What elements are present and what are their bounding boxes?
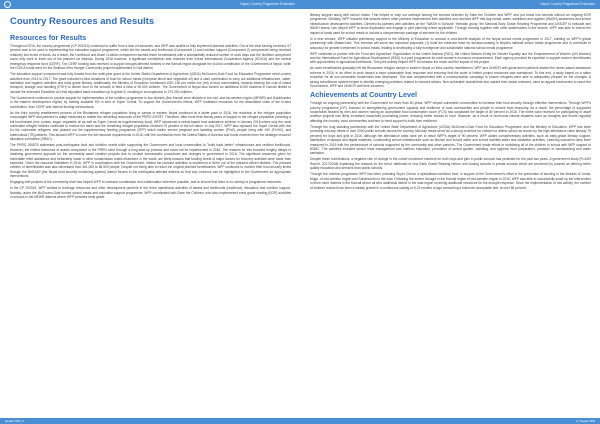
paragraph: Through an ongoing partnership with the Government for more than 50 years, WFP helped vulnerable communities to increase their food security through effective interventions. Through WFP's country programme (CP), focused on strengthening government capacity and resilience of rural communities and people to endure food insecurity. As a result, the percentage of supported households headed by men and women having an acceptable food consumption score (FCS) has surpassed the target of 80 percent in 2016. The entire cash received for participating in asset creation projects has likely increased household purchasing power, ensuring better access to food. However, as a result of numerous natural disasters such as droughts and floods regularly affecting the country, most communities continue to need support to build their resilience.: [310, 101, 591, 123]
paragraph: In a new venture, WFP initiated preliminary support to the Ministry of Education to conduct a cost-benefit analysis of the Nepal school meals programme in 2017, building on WFP's global partnership with MasterCard. This exercise will serve two important purposes; (1) build the evidence base for decision-making in Nepal's national school meals programme and ii) contribute to advocacy for greater investment in school meals, leading to developing a fully homegrown and sustainable national school meals programme.: [310, 36, 591, 50]
paragraph: Throughout 2016, the country programme (CP 200319) continued to suffer from a lack of resources, and WFP was unable to fully implement planned activities. Out of the total funding received, 67 percent was to be used in implementing the education support programme, which led the assets and livelihoods (Component 1) and nutrition support (Component 2) components being received relatively low levels of funds. As a result, the Livelihood and Asset Creation component reached fewer beneficiaries with a substantially reduced number of work days and the Nutrition component could only work in three out of the planned six districts. During 2016 however, a significant contribution was received from Korea International Cooperation Agency (KOICA) and the central emergency response fund (CERF). The CERF funding was received to support drought-affected families in the Karnali region alongside the in-kind contribution of the Government of Nepal, while the KOICA funds were for the Sisimaul Zero Hunger Community project implemented in Doti district.: [10, 44, 291, 71]
paragraph: The PRRO 200875 addresses post-earthquake food and nutrition needs while supporting the Government and local communities to "build back better" infrastructure and resilient livelihoods. However, the limited resources of assets component in the PRRO went through a long start-up process and could not be implemented in 2016. The reasons for this included lengthy delays in obtaining government approval for the community asset creation projects due to unclear bureaucratic procedures and changes in government in 2016. The significant resources given for immediate relief assistance and fortunately made in other humanitarian crises elsewhere in the world, are likely reasons that funding levels of major donors for recovery activities were lower than expected. Given the resource limitations in 2016, WFP in coordination with the Government, limited the planned activities to implement in three out of the planned eleven districts. The planned number of beneficiaries was also decreased from 461,000 to 56,500 people. Despite not being able to reach the original planned beneficiaries, WFP continues to monitor their food security levels through the NeKSAP (the Nepal food security monitoring system) district forums in the earthquake-affected districts so that any concerns can be highlighted to the Government for appropriate interventions.: [10, 143, 291, 179]
page-number-left: Nepal CPE | 1: [5, 419, 24, 423]
paragraph: literacy support along with school meals. This helped to map out overlaps among the schools selected by Save the Children and WFP, and put funds into schools without an ongoing EGR programme. Similarly, WFP ensured that schools where other partners implemented their activities and received WFP mid-day meals, water, sanitation and hygiene (WASH) awareness and school infrastructure development activities. Directed its partners with activities on the "WASH in Schools" thematic group, the National Early Grade Reading Programme and UNICEF to evaluate and WASH teams, has helped WFP to avoid duplication and engage in joint planning where applicable. Through working together with other stakeholders in the sectors, WFP was able to extend the impact of funds used for school meals to include a comprehensive package of services for the children.: [310, 13, 591, 35]
page-header-bar: [0, 0, 300, 9]
running-title: Nepal: Country Programme Evaluation: [540, 1, 595, 6]
subsection-title-resources: Resources for Results: [10, 33, 87, 42]
right-page: [300, 0, 600, 424]
page-header-bar: [300, 0, 600, 9]
paragraph: In the CP 200319, WFP worked to leverage resources and other development partners in the three operational activities of assets and livelihoods (resilience), education and nutrition support. Notably, under the McGovern-Dole funded school meals and education support programme, WFP coordinated with Save the Children, who also implemented early grade reading (EGR) activities in schools in the MFWR districts where WFP provides early grade: [10, 186, 291, 200]
section-title: Country Resources and Results: [10, 16, 155, 27]
page-number-right: 2 | Nepal CPE: [576, 419, 595, 423]
running-title: Nepal: Country Programme Evaluation: [240, 1, 295, 6]
wfp-logo-icon: [4, 1, 11, 8]
paragraph: The education support component was fully funded from the multi-year grant of the United States Department of Agriculture (USDA) McGovern-Dole Food for Education Programme which covers activities from 2014 to 2017. The grant included in-kind donations of food for school meals (rice/peas blend and vegetable oil) and a cash contribution to carry out additional infrastructure, water, sanitation and hygiene activities and early grade literacy. Additionally, the Ministry of Education contributed USD 150 per metric ton (mt) of food commodities, towards bearing the cost of inland transport, storage and handling (ITSH) to deliver food to the schools to feed a total of 90,000 children. The Government of Nepal also funded an additional 6,000 students in Karnali district to include the extended Education Act that stipulated basic education up to grade 8, resulting in an expansion to 270,000 children.: [10, 72, 291, 94]
right-page-content: [310, 13, 591, 416]
subsection-title-achievements: Achievements at Country Level: [310, 90, 418, 100]
paragraph: Through the long standing partnership with the United State Department of Agriculture (USDA) McGovern-Dole Food for Education Programme and the Ministry of Education, WFP has been providing mid-day meals in over 2000 public schools across the country. Mid-day meals serve as a strong incentive for children to attend school as shown by the high attendance rates already 75 percent) for boys and girls in 2016, although the attendance rates have yet to reach WFP's target of 90 percent. WFP added complementary activities, such as early-grade literacy support, distribution of laptops and digital materials, constructing school infrastructure such as kitchen and school water and school facilities water and sanitation activities. Learning outcomes have been measured in 2016 with the performance of schools supported by the community and other partners. The Government made efforts in mobilising all of the children in school with WFP support to NSMC. The activities included school meal management and nutrition education, promotion of school garden, handling, and hygienic food preparation, provision of handwashing and water sanitation.: [310, 124, 591, 156]
paragraph: WFP continued to partner with the Food and Agriculture Organization of the United Nations (FAO), the United Nations Entity for Gender Equality and the Empowerment of Women (UN Women) and the International Fund for Agricultural Development (IFAD) in a joint programme for rural women's economic empowerment. Each agency provided its expertise in support women beneficiaries with opportunities in agricultural livelihoods. This joint activity helped WFP to increase the reach and the impact of the project.: [310, 51, 591, 65]
paragraph: Engaging with projects of the community level has helped WFP to increase coordination and collaboration wherever possible, and to ensure that there is no overlap of programme resources.: [10, 180, 282, 185]
paragraph: As the third country resettlement process of the Bhutanese refugee population living in camps in eastern Nepal continued at a faster pace in 2016, the reduction in the refugee population encouraged WFP and partners to adapt measures to realise the remaining resources of the PRRO 200787. Therefore, after more than twenty years of support to the refugee population providing a full food basket (rice, pulses, sugar, vegetable oil as well as Super Cereal as supplementary food), WFP introduced a needs-based food assistance scheme in January 2016 where only the most vulnerable refugee families continued to receive full ration and the remaining refugee population received 70 percent of the full ration. In July 2017, WFP also replaced the Super Cereal with rice for the vulnerable refugees, and phased out the supplementary feeding programme (SFP) which earlier served pregnant and lactating women (PLW), people living with HIV (PLHIV), and tuberculosis (TB) patients. This allowed WFP to cover the full resource requirements in 2016, with the contribution from the United States of America and funds received from the strategic resource allocation committee (SRAC).: [10, 110, 291, 142]
paragraph: Despite these contributions, a negative rate of change in the cohort enrolment numbers for both boys and girls in public schools has persisted for the past two years. A government study (FLASH Report, 2017/2018) explaining the reasons for the trend: attributed to new Early Grade Reading reform and closing schools in private schools which are perceived by parents as offering better quality education and services than public schools.: [310, 157, 591, 171]
left-page-content: [10, 16, 291, 416]
page-footer-bar: [0, 418, 300, 424]
paragraph: As more beneficiaries gradually left the Bhutanese refugee camps in eastern Nepal on third-country resettlement, WFP and UNHCR with government partners started the needs-based assistance scheme in 2016, in an effort to work toward a more sustainable food response and ensuring that the scale of limited project resources was maintained. To this end, a study based on a ration reduction for all non-vulnerable households was developed. This was complemented with a communication campaign to ensure refugees were able to adequately prepare for the changes. A strong surveillance system helped to identify emerging problems related to reduced rations. Non-vulnerable households who started their status reviewed, used an appeal mechanism to reach the Government, WFP and UNHCR with their concerns.: [310, 66, 591, 89]
paragraph: Through the nutrition programme WFP has been providing Super Cereal, a specialised nutritious food, in support of the Government's effort in the prevention of stunting in the districts of Jumla, Mugu, of mid-western region and Solukhumbu in the east. Following the severe drought in the Karnali region of mid-western region in 2016, WFP was able to successfully scale up the intervention in three more districts in the Karnali where all who additional district in the east region receiving additional resources for the drought response. Since the implementation of this activity, the number of children reached has seen a steady growth in a continuous scaling of 6-23 months of age consuming a minimum acceptable diet, at over 68 percent.: [310, 172, 591, 190]
page-footer-bar: [300, 418, 600, 424]
paragraph: The Government continued to provide support for implementation of the nutrition programme in two districts (five Karnali zone districts in the mid- and far-western region (MFWR) and Solukhumbu in the eastern development region) by making available 5% in kind of Super Cereal. To support the Government's efforts, WFP mobilised resources for the associated costs of the in-kind contribution, from CERF and internal funding mechanisms.: [10, 95, 291, 109]
